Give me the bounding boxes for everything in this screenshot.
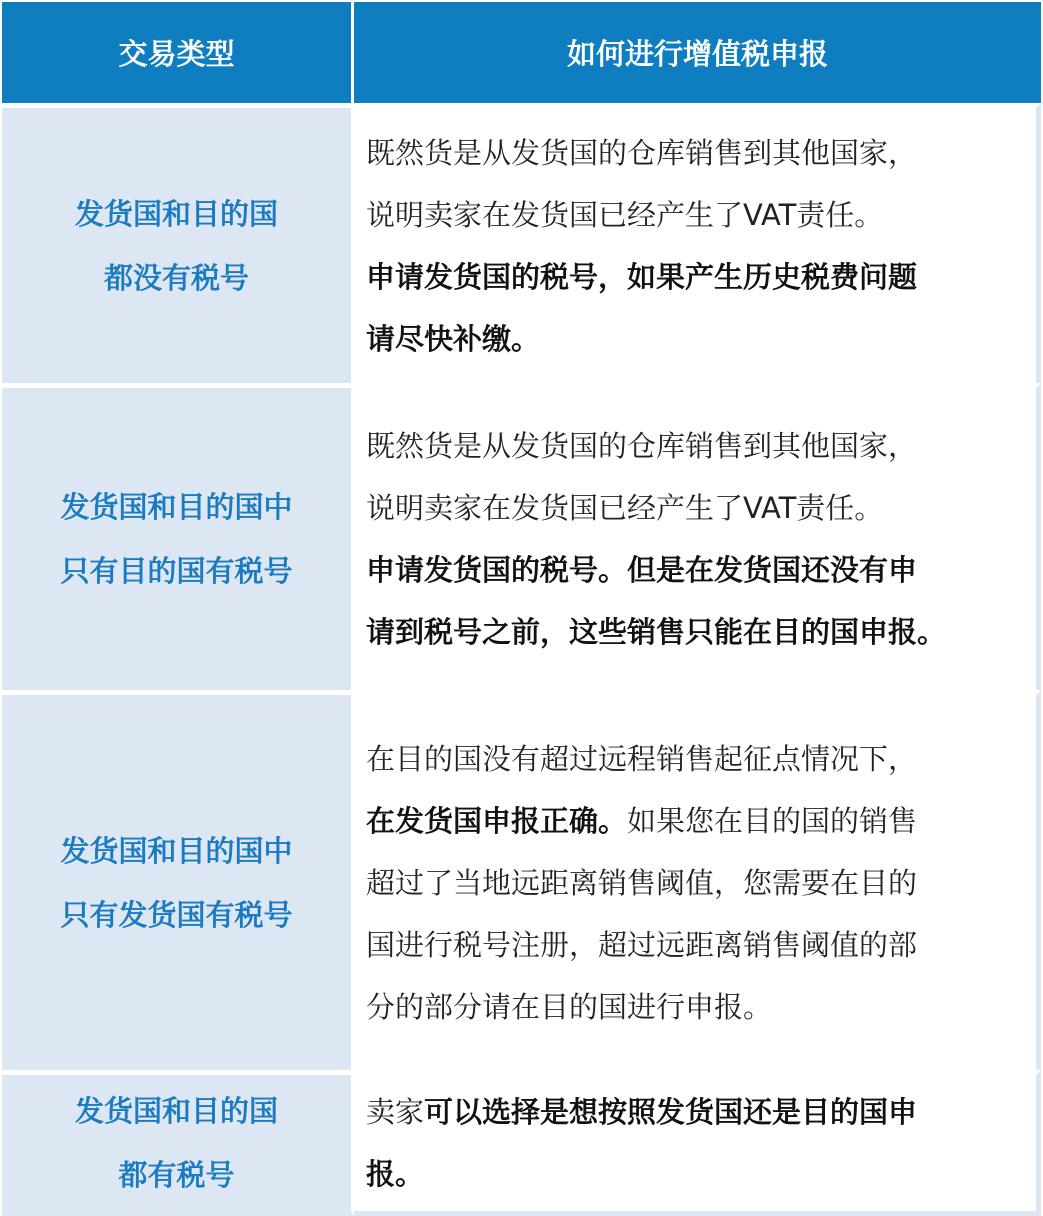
transaction-type-cell: [2, 383, 354, 690]
desc-text-bold: 在发货国申报正确。: [366, 803, 628, 838]
table-row: [2, 1070, 1041, 1216]
desc-line: [366, 976, 1036, 1038]
desc-line: [366, 790, 1036, 852]
desc-line: [366, 728, 1036, 790]
type-line: 发货国和目的国中: [60, 490, 293, 524]
desc-line: [366, 601, 1036, 663]
transaction-type-cell: [2, 1070, 354, 1216]
vat-declaration-table: [2, 2, 1041, 1216]
type-line: 都没有税号: [103, 260, 249, 295]
desc-line: [366, 415, 1036, 477]
type-line: 发货国和目的国中: [60, 833, 293, 868]
desc-line: [366, 184, 1036, 246]
desc-text: 既然货是从发货国的仓库销售到其他国家，: [366, 429, 918, 463]
declaration-cell: [354, 383, 1041, 690]
declaration-cell: [354, 690, 1041, 1070]
type-line: 都有税号: [118, 1158, 235, 1192]
declaration-cell: [354, 1070, 1041, 1216]
table-row: [2, 690, 1041, 1070]
declaration-cell: [354, 103, 1041, 383]
desc-line: [366, 914, 1036, 976]
transaction-type-cell: [2, 690, 354, 1070]
desc-text: 既然货是从发货国的仓库销售到其他国家，: [366, 135, 918, 170]
header-row: [2, 2, 1041, 103]
desc-text-bold: 申请发货国的税号，如果产生历史税费问题: [366, 259, 918, 294]
desc-line: [366, 539, 1036, 601]
desc-text-bold: 请尽快补缴。: [366, 321, 541, 356]
desc-line: [366, 852, 1036, 914]
desc-text: 在目的国没有超过远程销售起征点情况下，: [366, 741, 918, 776]
table-row: [2, 103, 1041, 383]
desc-line: [366, 308, 1036, 370]
desc-line: [366, 1081, 1036, 1143]
desc-line: [366, 122, 1036, 184]
header-transaction-type: 交易类型: [2, 2, 354, 103]
desc-text-bold: 申请发货国的税号。但是在发货国还没有申: [366, 553, 918, 587]
type-line: 只有发货国有税号: [60, 897, 293, 932]
desc-text: 如果您在目的国的销售: [627, 803, 918, 838]
desc-text: 说明卖家在发货国已经产生了VAT责任。: [366, 197, 884, 232]
type-line: 发货国和目的国: [74, 1094, 278, 1128]
desc-text: 国进行税号注册，超过远距离销售阈值的部: [366, 927, 918, 962]
desc-text: 分的部分请在目的国进行申报。: [366, 989, 773, 1024]
desc-line: [366, 1143, 1036, 1205]
transaction-type-cell: [2, 103, 354, 383]
desc-line: [366, 246, 1036, 308]
desc-text-bold: 可以选择是想按照发货国还是目的国申: [424, 1095, 918, 1129]
desc-text-bold: 报。: [366, 1157, 425, 1191]
desc-text: 说明卖家在发货国已经产生了VAT责任。: [366, 491, 884, 525]
desc-text: 超过了当地远距离销售阈值，您需要在目的: [366, 865, 918, 900]
type-line: 发货国和目的国: [74, 196, 278, 231]
desc-line: [366, 477, 1036, 539]
header-how-to-declare: 如何进行增值税申报: [354, 2, 1041, 103]
type-line: 只有目的国有税号: [60, 554, 293, 588]
desc-text-bold: 请到税号之前，这些销售只能在目的国申报。: [366, 615, 947, 649]
desc-text: 卖家: [366, 1095, 425, 1129]
table-row: [2, 383, 1041, 690]
